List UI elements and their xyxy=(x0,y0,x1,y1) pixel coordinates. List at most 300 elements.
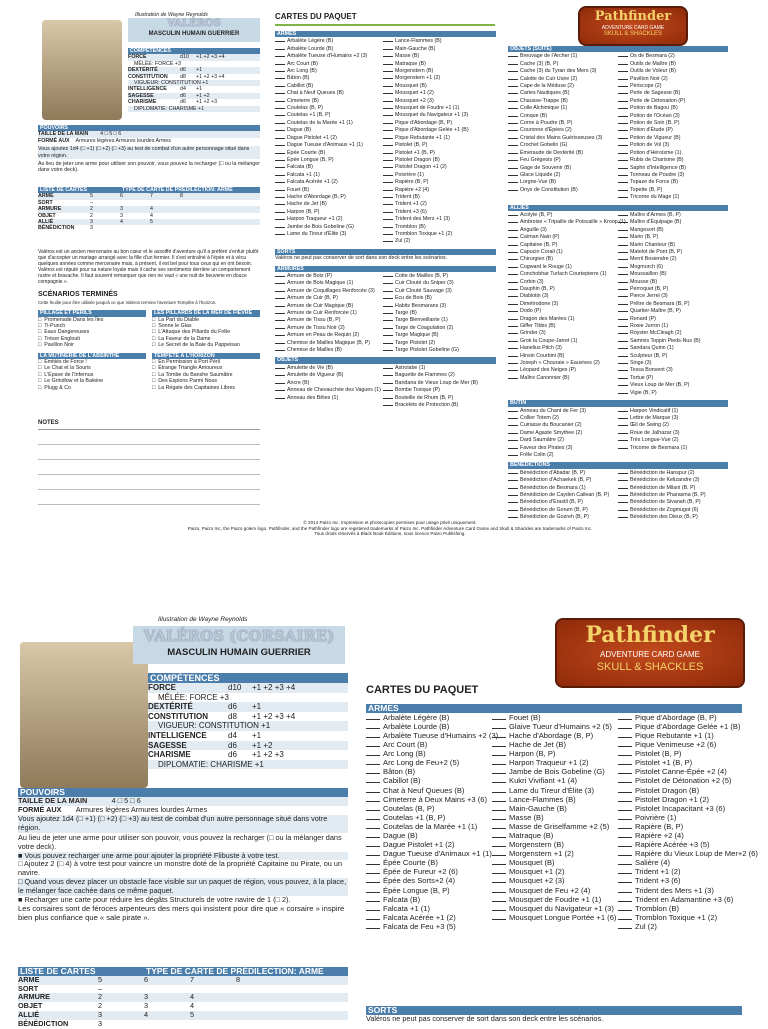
card-checkbox[interactable] xyxy=(383,134,393,139)
card-checkbox[interactable] xyxy=(618,300,628,305)
card-checkbox[interactable] xyxy=(618,89,628,94)
card-checkbox[interactable] xyxy=(508,491,518,496)
skill-bonus-boxes[interactable]: +1 +2 xyxy=(196,92,210,99)
card-type-count[interactable]: – xyxy=(98,983,103,993)
card-checkbox[interactable] xyxy=(492,731,506,738)
card-checkbox[interactable] xyxy=(383,178,393,183)
card-type-count[interactable]: 3 xyxy=(90,225,93,232)
card-checkbox[interactable] xyxy=(366,758,380,765)
card-checkbox[interactable] xyxy=(383,339,393,344)
card-checkbox[interactable] xyxy=(618,436,628,441)
card-checkbox[interactable] xyxy=(508,484,518,489)
card-checkbox[interactable] xyxy=(618,922,632,929)
card-checkbox[interactable] xyxy=(618,381,628,386)
card-checkbox[interactable] xyxy=(618,421,628,426)
card-checkbox[interactable] xyxy=(275,171,285,176)
card-checkbox[interactable] xyxy=(366,886,380,893)
card-checkbox[interactable] xyxy=(383,149,393,154)
card-type-count[interactable]: 2 xyxy=(98,1001,103,1011)
card-checkbox[interactable] xyxy=(618,263,628,268)
card-checkbox[interactable] xyxy=(508,141,518,146)
card-checkbox[interactable] xyxy=(383,89,393,94)
card-checkbox[interactable] xyxy=(618,731,632,738)
card-checkbox[interactable] xyxy=(508,149,518,154)
card-checkbox[interactable] xyxy=(366,913,380,920)
card-type-count[interactable]: 5 xyxy=(150,219,153,226)
card-checkbox[interactable] xyxy=(618,776,632,783)
card-checkbox[interactable] xyxy=(383,74,393,79)
card-checkbox[interactable] xyxy=(492,804,506,811)
card-checkbox[interactable] xyxy=(618,469,628,474)
card-checkbox[interactable] xyxy=(275,215,285,220)
card-checkbox[interactable] xyxy=(508,352,518,357)
card-checkbox[interactable] xyxy=(508,337,518,342)
card-checkbox[interactable] xyxy=(618,804,632,811)
scenario-checkbox[interactable] xyxy=(38,317,41,323)
card-checkbox[interactable] xyxy=(383,331,393,336)
card-checkbox[interactable] xyxy=(383,215,393,220)
card-checkbox[interactable] xyxy=(618,119,628,124)
card-checkbox[interactable] xyxy=(508,248,518,253)
card-checkbox[interactable] xyxy=(618,285,628,290)
card-type-count[interactable]: 2 xyxy=(90,206,93,213)
card-checkbox[interactable] xyxy=(618,226,628,231)
card-type-count[interactable]: 7 xyxy=(150,193,153,200)
card-checkbox[interactable] xyxy=(618,82,628,87)
card-checkbox[interactable] xyxy=(383,371,393,376)
card-checkbox[interactable] xyxy=(618,389,628,394)
card-checkbox[interactable] xyxy=(508,278,518,283)
card-checkbox[interactable] xyxy=(275,97,285,102)
card-checkbox[interactable] xyxy=(508,211,518,216)
card-checkbox[interactable] xyxy=(508,451,518,456)
skill-bonus-boxes[interactable]: +1 +2 +3 +4 xyxy=(196,54,225,61)
card-checkbox[interactable] xyxy=(618,193,628,198)
card-checkbox[interactable] xyxy=(618,513,628,518)
card-checkbox[interactable] xyxy=(618,255,628,260)
card-checkbox[interactable] xyxy=(508,344,518,349)
card-checkbox[interactable] xyxy=(383,119,393,124)
card-checkbox[interactable] xyxy=(492,822,506,829)
scenario-checkbox[interactable] xyxy=(152,323,155,329)
scenario-checkbox[interactable] xyxy=(38,336,41,342)
card-checkbox[interactable] xyxy=(508,429,518,434)
card-checkbox[interactable] xyxy=(383,346,393,351)
card-checkbox[interactable] xyxy=(366,804,380,811)
card-checkbox[interactable] xyxy=(618,218,628,223)
card-checkbox[interactable] xyxy=(618,60,628,65)
card-checkbox[interactable] xyxy=(492,876,506,883)
card-checkbox[interactable] xyxy=(492,713,506,720)
card-checkbox[interactable] xyxy=(492,813,506,820)
scenario-checkbox[interactable] xyxy=(38,385,41,391)
card-checkbox[interactable] xyxy=(618,248,628,253)
skill-bonus-boxes[interactable]: +1 xyxy=(196,86,203,93)
card-checkbox[interactable] xyxy=(508,285,518,290)
card-checkbox[interactable] xyxy=(618,329,628,334)
card-checkbox[interactable] xyxy=(492,776,506,783)
card-checkbox[interactable] xyxy=(366,713,380,720)
card-type-count[interactable]: 3 xyxy=(98,1009,103,1019)
card-checkbox[interactable] xyxy=(618,352,628,357)
card-checkbox[interactable] xyxy=(618,849,632,856)
card-checkbox[interactable] xyxy=(618,740,632,747)
card-checkbox[interactable] xyxy=(618,840,632,847)
card-checkbox[interactable] xyxy=(492,849,506,856)
card-checkbox[interactable] xyxy=(618,713,632,720)
card-checkbox[interactable] xyxy=(618,233,628,238)
card-checkbox[interactable] xyxy=(508,444,518,449)
scenario-checkbox[interactable] xyxy=(38,365,41,371)
card-checkbox[interactable] xyxy=(508,218,518,223)
card-checkbox[interactable] xyxy=(383,309,393,314)
card-checkbox[interactable] xyxy=(366,740,380,747)
card-type-count[interactable]: 4 xyxy=(150,212,153,219)
skill-bonus-boxes[interactable]: +1 xyxy=(252,702,262,712)
card-checkbox[interactable] xyxy=(508,97,518,102)
card-checkbox[interactable] xyxy=(508,329,518,334)
scenario-checkbox[interactable] xyxy=(152,317,155,323)
card-type-count[interactable]: 3 xyxy=(90,219,93,226)
card-checkbox[interactable] xyxy=(383,302,393,307)
card-checkbox[interactable] xyxy=(618,867,632,874)
card-checkbox[interactable] xyxy=(366,749,380,756)
card-checkbox[interactable] xyxy=(618,758,632,765)
card-type-count[interactable]: – xyxy=(90,199,93,206)
card-checkbox[interactable] xyxy=(618,315,628,320)
card-checkbox[interactable] xyxy=(492,749,506,756)
card-checkbox[interactable] xyxy=(618,149,628,154)
card-checkbox[interactable] xyxy=(275,208,285,213)
card-checkbox[interactable] xyxy=(508,436,518,441)
skill-bonus-boxes[interactable]: +1 +2 +3 +4 xyxy=(252,711,296,721)
card-checkbox[interactable] xyxy=(383,193,393,198)
card-type-count[interactable]: 2 xyxy=(90,212,93,219)
card-type-count[interactable] xyxy=(120,225,150,231)
card-checkbox[interactable] xyxy=(275,141,285,146)
card-checkbox[interactable] xyxy=(275,394,285,399)
card-checkbox[interactable] xyxy=(618,134,628,139)
card-checkbox[interactable] xyxy=(383,163,393,168)
card-type-count[interactable]: 4 xyxy=(150,206,153,213)
card-checkbox[interactable] xyxy=(366,849,380,856)
card-checkbox[interactable] xyxy=(275,316,285,321)
card-checkbox[interactable] xyxy=(383,401,393,406)
card-checkbox[interactable] xyxy=(508,164,518,169)
card-checkbox[interactable] xyxy=(275,230,285,235)
card-type-count[interactable] xyxy=(236,1002,282,1011)
card-checkbox[interactable] xyxy=(366,776,380,783)
card-checkbox[interactable] xyxy=(383,316,393,321)
card-type-count[interactable]: 3 xyxy=(120,206,123,213)
card-type-count[interactable]: 4 xyxy=(144,1009,149,1019)
card-checkbox[interactable] xyxy=(383,379,393,384)
card-checkbox[interactable] xyxy=(275,294,285,299)
card-type-count[interactable] xyxy=(144,985,190,994)
card-checkbox[interactable] xyxy=(275,134,285,139)
card-checkbox[interactable] xyxy=(492,758,506,765)
card-checkbox[interactable] xyxy=(366,786,380,793)
card-checkbox[interactable] xyxy=(618,104,628,109)
card-checkbox[interactable] xyxy=(618,506,628,511)
card-checkbox[interactable] xyxy=(275,45,285,50)
card-checkbox[interactable] xyxy=(366,813,380,820)
card-checkbox[interactable] xyxy=(383,141,393,146)
card-type-count[interactable] xyxy=(180,225,210,231)
card-checkbox[interactable] xyxy=(508,407,518,412)
card-checkbox[interactable] xyxy=(275,126,285,131)
card-checkbox[interactable] xyxy=(275,111,285,116)
card-checkbox[interactable] xyxy=(383,223,393,228)
card-checkbox[interactable] xyxy=(383,60,393,65)
card-checkbox[interactable] xyxy=(366,722,380,729)
card-checkbox[interactable] xyxy=(508,134,518,139)
card-checkbox[interactable] xyxy=(618,75,628,80)
card-checkbox[interactable] xyxy=(618,359,628,364)
card-checkbox[interactable] xyxy=(618,97,628,102)
card-checkbox[interactable] xyxy=(618,156,628,161)
card-checkbox[interactable] xyxy=(618,786,632,793)
card-checkbox[interactable] xyxy=(275,67,285,72)
card-checkbox[interactable] xyxy=(618,795,632,802)
card-checkbox[interactable] xyxy=(618,178,628,183)
card-checkbox[interactable] xyxy=(508,156,518,161)
scenario-checkbox[interactable] xyxy=(38,342,41,348)
card-checkbox[interactable] xyxy=(508,171,518,176)
card-checkbox[interactable] xyxy=(618,270,628,275)
card-checkbox[interactable] xyxy=(618,749,632,756)
card-type-count[interactable]: 3 xyxy=(144,992,149,1002)
card-checkbox[interactable] xyxy=(618,337,628,342)
card-checkbox[interactable] xyxy=(275,156,285,161)
card-checkbox[interactable] xyxy=(366,840,380,847)
card-checkbox[interactable] xyxy=(275,339,285,344)
card-checkbox[interactable] xyxy=(366,867,380,874)
card-checkbox[interactable] xyxy=(383,394,393,399)
card-checkbox[interactable] xyxy=(618,876,632,883)
card-checkbox[interactable] xyxy=(618,344,628,349)
card-checkbox[interactable] xyxy=(383,386,393,391)
card-checkbox[interactable] xyxy=(618,831,632,838)
card-checkbox[interactable] xyxy=(366,895,380,902)
card-checkbox[interactable] xyxy=(383,294,393,299)
card-type-count[interactable]: 8 xyxy=(236,974,241,984)
card-checkbox[interactable] xyxy=(383,126,393,131)
card-checkbox[interactable] xyxy=(618,374,628,379)
card-checkbox[interactable] xyxy=(275,178,285,183)
card-checkbox[interactable] xyxy=(383,324,393,329)
card-checkbox[interactable] xyxy=(275,163,285,168)
card-checkbox[interactable] xyxy=(508,75,518,80)
skill-bonus-boxes[interactable]: +1 xyxy=(252,730,262,740)
card-checkbox[interactable] xyxy=(618,407,628,412)
card-checkbox[interactable] xyxy=(383,111,393,116)
scenario-checkbox[interactable] xyxy=(38,323,41,329)
card-type-count[interactable] xyxy=(150,225,180,231)
skill-bonus-boxes[interactable]: +1 +2 +3 +4 xyxy=(252,683,296,692)
card-checkbox[interactable] xyxy=(618,322,628,327)
card-checkbox[interactable] xyxy=(618,67,628,72)
card-checkbox[interactable] xyxy=(383,171,393,176)
card-type-count[interactable] xyxy=(236,1011,282,1020)
card-checkbox[interactable] xyxy=(366,922,380,929)
card-checkbox[interactable] xyxy=(383,52,393,57)
card-checkbox[interactable] xyxy=(508,300,518,305)
card-checkbox[interactable] xyxy=(618,722,632,729)
card-checkbox[interactable] xyxy=(492,895,506,902)
card-checkbox[interactable] xyxy=(508,476,518,481)
card-checkbox[interactable] xyxy=(618,858,632,865)
card-checkbox[interactable] xyxy=(508,126,518,131)
scenario-checkbox[interactable] xyxy=(152,372,155,378)
card-checkbox[interactable] xyxy=(275,324,285,329)
card-checkbox[interactable] xyxy=(275,279,285,284)
card-type-count[interactable]: 5 xyxy=(90,193,93,200)
card-type-count[interactable] xyxy=(236,985,282,994)
card-type-count[interactable]: 4 xyxy=(120,219,123,226)
card-checkbox[interactable] xyxy=(492,904,506,911)
card-type-count[interactable]: 5 xyxy=(98,974,103,984)
card-checkbox[interactable] xyxy=(618,141,628,146)
card-checkbox[interactable] xyxy=(275,200,285,205)
card-checkbox[interactable] xyxy=(366,831,380,838)
card-checkbox[interactable] xyxy=(508,270,518,275)
card-type-count[interactable]: 3 xyxy=(144,1001,149,1011)
card-type-count[interactable]: 8 xyxy=(180,193,183,200)
card-checkbox[interactable] xyxy=(508,89,518,94)
card-checkbox[interactable] xyxy=(275,74,285,79)
card-checkbox[interactable] xyxy=(383,230,393,235)
card-checkbox[interactable] xyxy=(275,60,285,65)
card-checkbox[interactable] xyxy=(492,767,506,774)
card-checkbox[interactable] xyxy=(618,904,632,911)
card-type-count[interactable]: 7 xyxy=(190,974,195,984)
scenario-checkbox[interactable] xyxy=(152,342,155,348)
card-checkbox[interactable] xyxy=(618,822,632,829)
card-checkbox[interactable] xyxy=(508,513,518,518)
card-checkbox[interactable] xyxy=(618,278,628,283)
scenario-checkbox[interactable] xyxy=(152,378,155,384)
scenario-checkbox[interactable] xyxy=(38,378,41,384)
card-checkbox[interactable] xyxy=(383,272,393,277)
card-checkbox[interactable] xyxy=(383,279,393,284)
card-checkbox[interactable] xyxy=(492,831,506,838)
card-checkbox[interactable] xyxy=(383,67,393,72)
card-checkbox[interactable] xyxy=(275,52,285,57)
card-checkbox[interactable] xyxy=(492,795,506,802)
scenario-checkbox[interactable] xyxy=(152,365,155,371)
card-type-count[interactable]: 6 xyxy=(120,193,123,200)
card-type-count[interactable] xyxy=(190,1020,236,1029)
card-checkbox[interactable] xyxy=(275,186,285,191)
card-checkbox[interactable] xyxy=(618,913,632,920)
card-checkbox[interactable] xyxy=(508,178,518,183)
scenario-checkbox[interactable] xyxy=(152,385,155,391)
card-checkbox[interactable] xyxy=(508,414,518,419)
card-checkbox[interactable] xyxy=(508,506,518,511)
card-checkbox[interactable] xyxy=(492,722,506,729)
skill-bonus-boxes[interactable]: +1 +2 xyxy=(252,740,273,750)
card-checkbox[interactable] xyxy=(618,292,628,297)
card-checkbox[interactable] xyxy=(618,491,628,496)
card-checkbox[interactable] xyxy=(618,429,628,434)
card-checkbox[interactable] xyxy=(618,52,628,57)
card-checkbox[interactable] xyxy=(508,82,518,87)
scenario-checkbox[interactable] xyxy=(152,336,155,342)
card-checkbox[interactable] xyxy=(383,37,393,42)
card-checkbox[interactable] xyxy=(275,346,285,351)
card-checkbox[interactable] xyxy=(492,740,506,747)
scenario-checkbox[interactable] xyxy=(38,359,41,365)
scenario-checkbox[interactable] xyxy=(38,329,41,335)
card-checkbox[interactable] xyxy=(508,67,518,72)
card-checkbox[interactable] xyxy=(508,307,518,312)
card-checkbox[interactable] xyxy=(275,331,285,336)
card-checkbox[interactable] xyxy=(275,272,285,277)
card-checkbox[interactable] xyxy=(275,223,285,228)
card-checkbox[interactable] xyxy=(383,186,393,191)
card-checkbox[interactable] xyxy=(508,255,518,260)
card-checkbox[interactable] xyxy=(618,186,628,191)
card-checkbox[interactable] xyxy=(383,200,393,205)
card-checkbox[interactable] xyxy=(618,484,628,489)
card-checkbox[interactable] xyxy=(275,287,285,292)
card-checkbox[interactable] xyxy=(383,237,393,242)
card-checkbox[interactable] xyxy=(492,867,506,874)
card-checkbox[interactable] xyxy=(508,374,518,379)
card-checkbox[interactable] xyxy=(618,813,632,820)
card-checkbox[interactable] xyxy=(618,895,632,902)
card-checkbox[interactable] xyxy=(618,171,628,176)
card-type-count[interactable] xyxy=(236,993,282,1002)
card-checkbox[interactable] xyxy=(366,904,380,911)
skill-bonus-boxes[interactable]: +1 xyxy=(196,67,203,74)
card-checkbox[interactable] xyxy=(618,211,628,216)
card-checkbox[interactable] xyxy=(508,498,518,503)
card-checkbox[interactable] xyxy=(618,444,628,449)
card-checkbox[interactable] xyxy=(618,767,632,774)
skill-bonus-boxes[interactable]: +1 +2 +3 +4 xyxy=(196,73,225,80)
card-checkbox[interactable] xyxy=(275,364,285,369)
card-checkbox[interactable] xyxy=(508,104,518,109)
card-checkbox[interactable] xyxy=(383,208,393,213)
card-checkbox[interactable] xyxy=(275,37,285,42)
card-checkbox[interactable] xyxy=(508,315,518,320)
card-checkbox[interactable] xyxy=(275,193,285,198)
skill-bonus-boxes[interactable]: +1 +2 +3 xyxy=(196,99,218,106)
scenario-checkbox[interactable] xyxy=(152,329,155,335)
card-type-count[interactable] xyxy=(236,1020,282,1029)
card-checkbox[interactable] xyxy=(508,263,518,268)
card-checkbox[interactable] xyxy=(492,886,506,893)
card-checkbox[interactable] xyxy=(383,97,393,102)
card-type-count[interactable] xyxy=(144,1020,190,1029)
card-checkbox[interactable] xyxy=(275,302,285,307)
card-type-count[interactable]: 4 xyxy=(190,1001,195,1011)
card-checkbox[interactable] xyxy=(618,414,628,419)
card-checkbox[interactable] xyxy=(492,913,506,920)
scenario-checkbox[interactable] xyxy=(38,372,41,378)
card-checkbox[interactable] xyxy=(366,822,380,829)
card-checkbox[interactable] xyxy=(366,858,380,865)
card-checkbox[interactable] xyxy=(508,186,518,191)
card-checkbox[interactable] xyxy=(383,82,393,87)
card-checkbox[interactable] xyxy=(275,149,285,154)
card-checkbox[interactable] xyxy=(275,119,285,124)
card-checkbox[interactable] xyxy=(366,795,380,802)
card-type-count[interactable]: 4 xyxy=(190,992,195,1002)
card-checkbox[interactable] xyxy=(508,241,518,246)
